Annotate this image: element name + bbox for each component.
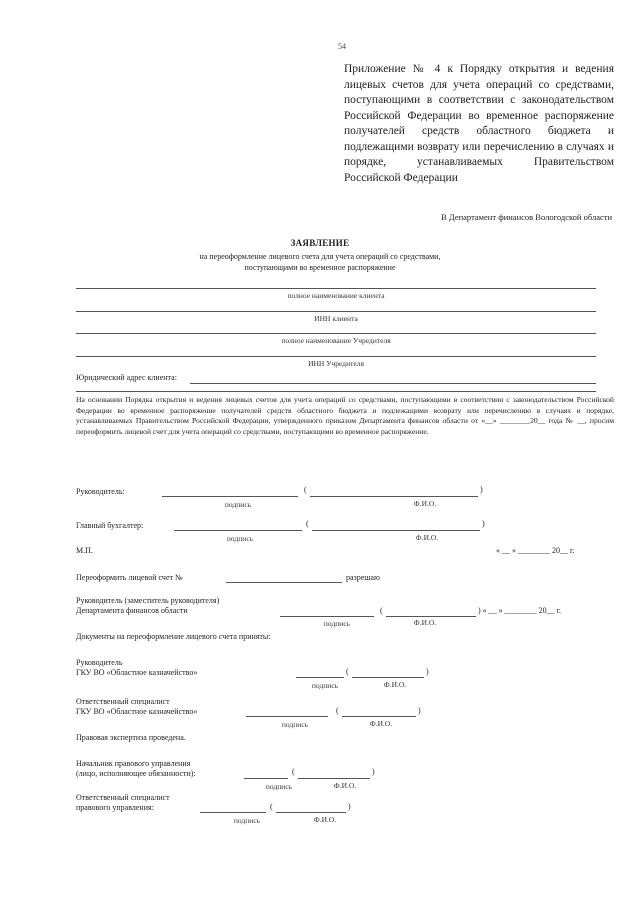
dept-head-label-1: Руководитель (заместитель руководителя): [76, 596, 220, 605]
head-signature-line[interactable]: [162, 496, 298, 497]
dept-head-fio-caption: Ф.И.О.: [413, 618, 437, 627]
legal-head-fio-caption: Ф.И.О.: [333, 781, 357, 790]
paren-close: ): [482, 519, 485, 528]
dept-head-label-2: Департамента финансов области: [76, 606, 188, 615]
legal-spec-fio-line[interactable]: [276, 812, 346, 813]
head-label: Руководитель:: [76, 487, 125, 496]
appendix-note: Приложение № 4 к Порядку открытия и ведения лицевых счетов для учета операций со средствами, поступающими в соответствии с законодательством Российской Федерации во временное распоряжение получателей средств областного бюджета и подлежащими возврату или перечислению в случаях и порядке, устанавливаемых Правительством Российской Федерации: [344, 63, 614, 184]
legal-head-label-2: (лицо, исполняющее обязанности):: [76, 769, 196, 778]
founder-name-line[interactable]: [76, 333, 596, 334]
permit-label: разрешаю: [346, 573, 380, 582]
head-signature-caption: подпись: [224, 500, 252, 509]
treasury-head-fio-caption: Ф.И.О.: [383, 680, 407, 689]
legal-head-signature-line[interactable]: [244, 778, 288, 779]
chief-accountant-signature-caption: подпись: [226, 534, 254, 543]
treasury-head-signature-caption: подпись: [311, 681, 339, 690]
paren-open: (: [336, 706, 339, 715]
dept-head-signature-caption: подпись: [323, 619, 351, 628]
treasury-spec-signature-line[interactable]: [246, 716, 328, 717]
dept-head-signature-line[interactable]: [280, 616, 374, 617]
legal-head-label-1: Начальник правового управления: [76, 759, 191, 768]
legal-spec-signature-caption: подпись: [233, 816, 261, 825]
legal-head-signature-caption: подпись: [265, 782, 293, 791]
recipient: В Департамент финансов Вологодской области: [441, 212, 612, 222]
page-number: 54: [338, 42, 346, 51]
docs-accepted: Документы на переоформление лицевого счета приняты:: [76, 632, 271, 641]
founder-inn-line[interactable]: [76, 356, 596, 357]
treasury-head-fio-line[interactable]: [352, 677, 424, 678]
paren-open: (: [346, 667, 349, 676]
document-subtitle: [0, 251, 640, 273]
legal-head-fio-line[interactable]: [298, 778, 370, 779]
chief-accountant-fio-line[interactable]: [312, 530, 480, 531]
treasury-head-signature-line[interactable]: [296, 677, 344, 678]
client-name-line[interactable]: [76, 288, 596, 289]
head-fio-line[interactable]: [310, 496, 478, 497]
client-name-caption: полное наименование клиента: [287, 291, 385, 300]
treasury-spec-label-1: Ответственный специалист: [76, 697, 170, 706]
treasury-head-label-2: ГКУ ВО «Областное казначейство»: [76, 668, 198, 677]
paren-close: ): [480, 485, 483, 494]
basis-paragraph: На основании Порядка открытия и ведения лицевых счетов для учета операций со средствами, поступающими в соответствии с законодательством Российской Федерации во временное распоряжение получателей средств областного бюджета и подлежащими возврату или перечислению в случаях и порядке, устанавливаемых Правительством Российской Федерации, утвержденного приказом Департамента финансов области от «__» ________20__ года № __, просим переоформить лицевой счет для учета операций со средствами, поступающими во временное распоряжение.: [76, 395, 614, 436]
paren-close: ): [426, 667, 429, 676]
paren-close: ): [418, 706, 421, 715]
chief-accountant-label: Главный бухгалтер:: [76, 521, 144, 530]
paren-open: (: [270, 802, 273, 811]
document-title: ЗАЯВЛЕНИЕ: [290, 238, 350, 248]
client-inn-line[interactable]: [76, 311, 596, 312]
dept-head-fio-line[interactable]: [386, 616, 476, 617]
chief-accountant-signature-line[interactable]: [174, 530, 302, 531]
paren-close: ): [348, 802, 351, 811]
legal-spec-label-1: Ответственный специалист: [76, 793, 170, 802]
subtitle-line-2: поступающими во временное распоряжение: [244, 263, 396, 272]
founder-name-caption: полное наименование Учредителя: [281, 336, 391, 345]
account-number-line[interactable]: [226, 582, 342, 583]
legal-address-line[interactable]: [190, 383, 596, 384]
date-field: « __ » ________ 20__ г.: [496, 546, 575, 555]
chief-accountant-fio-caption: Ф.И.О.: [415, 533, 439, 542]
reissue-label: Переоформить лицевой счет №: [76, 573, 183, 582]
legal-address-line-2[interactable]: [76, 391, 596, 392]
paren-open: (: [304, 485, 307, 494]
paren-open: (: [380, 606, 383, 615]
treasury-head-label-1: Руководитель: [76, 658, 123, 667]
dept-head-date: ) « __ » ________ 20__ г.: [478, 606, 562, 615]
legal-spec-fio-caption: Ф.И.О.: [313, 815, 337, 824]
treasury-spec-signature-caption: подпись: [281, 720, 309, 729]
treasury-spec-fio-line[interactable]: [342, 716, 416, 717]
stamp-label: М.П.: [76, 546, 93, 555]
paren-open: (: [292, 767, 295, 776]
paren-close: ): [372, 767, 375, 776]
founder-inn-caption: ИНН Учредителя: [308, 359, 364, 368]
legal-review: Правовая экспертиза проведена.: [76, 733, 186, 742]
client-inn-caption: ИНН клиента: [314, 314, 358, 323]
legal-spec-label-2: правового управления:: [76, 803, 154, 812]
head-fio-caption: Ф.И.О.: [413, 499, 437, 508]
legal-spec-signature-line[interactable]: [200, 812, 266, 813]
subtitle-line-1: на переоформление лицевого счета для учета операций со средствами,: [199, 252, 441, 261]
paren-open: (: [306, 519, 309, 528]
treasury-spec-label-2: ГКУ ВО «Областное казначейство»: [76, 707, 198, 716]
legal-address-label: Юридический адрес клиента:: [76, 373, 177, 382]
treasury-spec-fio-caption: Ф.И.О.: [369, 719, 393, 728]
